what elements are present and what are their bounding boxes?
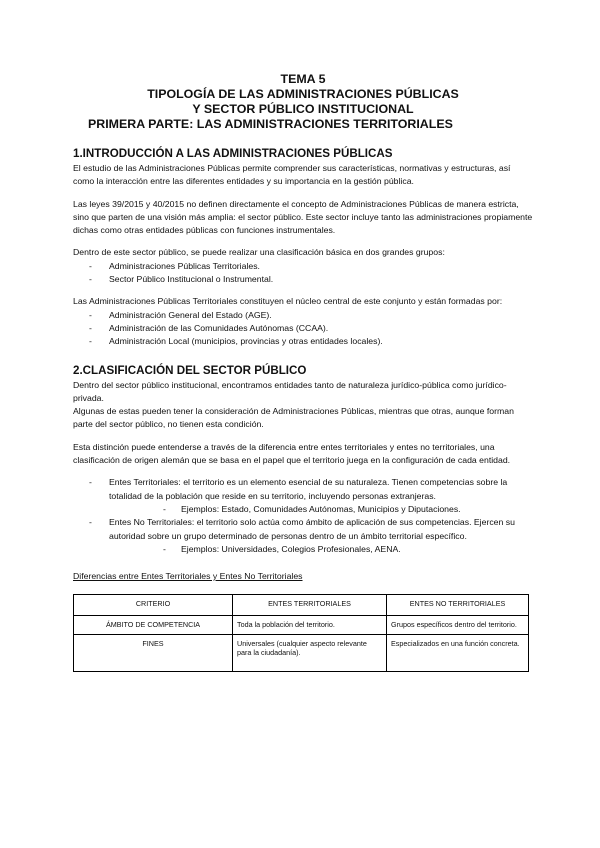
- document-page: [73, 72, 533, 672]
- list-item: [73, 516, 533, 556]
- section-2-paragraph-3: Esta distinción puede entenderse a través de la diferencia entre entes territoriales y entes no territoriales, una clasificación de origen alemán que se basa en el papel que el territorio juega en la configuración de cada entidad.: [73, 441, 511, 466]
- table-row: [74, 634, 529, 671]
- table-cell: FINES: [74, 634, 233, 671]
- section-1-paragraph-4: Las Administraciones Públicas Territoriales constituyen el núcleo central de este conjunto y están formadas por:: [73, 296, 503, 307]
- table-header-cell: ENTES TERRITORIALES: [233, 595, 387, 616]
- title-line-2: Y SECTOR PÚBLICO INSTITUCIONAL: [192, 102, 414, 116]
- list-item: - Administración de las Comunidades Autónomas (CCAA).: [73, 322, 533, 335]
- table-cell: Especializados en una función concreta.: [387, 634, 529, 671]
- table-cell: Toda la población del territorio.: [233, 616, 387, 635]
- groups-list: [73, 260, 533, 287]
- table-header-cell: ENTES NO TERRITORIALES: [387, 595, 529, 616]
- document-title-block: [73, 72, 533, 117]
- list-item: - Administraciones Públicas Territoriales.: [73, 260, 533, 273]
- sub-list-item: - Ejemplos: Estado, Comunidades Autónomas, Municipios y Diputaciones.: [145, 503, 533, 516]
- tema-heading: TEMA 5: [280, 72, 326, 86]
- entes-list: [73, 476, 533, 556]
- part-heading: PRIMERA PARTE: LAS ADMINISTRACIONES TERRITORIALES: [88, 117, 453, 131]
- table-row: [74, 616, 529, 635]
- section-2-heading: 2.CLASIFICACIÓN DEL SECTOR PÚBLICO: [73, 363, 307, 377]
- table-header-cell: CRITERIO: [74, 595, 233, 616]
- section-1-paragraph-3: Dentro de este sector público, se puede realizar una clasificación básica en dos grandes grupos:: [73, 247, 445, 258]
- admins-list: [73, 309, 533, 349]
- section-1-heading: 1.INTRODUCCIÓN A LAS ADMINISTRACIONES PÚBLICAS: [73, 147, 393, 160]
- title-line-1: TIPOLOGÍA DE LAS ADMINISTRACIONES PÚBLICAS: [147, 87, 459, 101]
- sub-list: [109, 543, 533, 556]
- section-2-paragraph-2: Algunas de estas pueden tener la consideración de Administraciones Públicas, mientras que otras, aunque forman parte del sector público, no tienen esta condición.: [73, 406, 514, 430]
- list-item: [73, 476, 533, 516]
- sub-list: [109, 503, 533, 516]
- table-cell: Universales (cualquier aspecto relevante para la ciudadanía).: [233, 634, 387, 671]
- table-header-row: [74, 595, 529, 616]
- section-1-paragraph-1: El estudio de las Administraciones Públicas permite comprender sus características, normativas y estructuras, así como la interacción entre las diferentes entidades y su importancia en la gestión pública.: [73, 163, 511, 187]
- table-title: Diferencias entre Entes Territoriales y Entes No Territoriales: [73, 571, 303, 582]
- comparison-table: [73, 594, 529, 672]
- entes-no-territoriales-text: Entes No Territoriales: el territorio solo actúa como ámbito de aplicación de sus competencias. Ejercen su autoridad sobre un grupo determinado de personas dentro de un ámbito territorial específico.: [109, 517, 515, 541]
- section-1-paragraph-2: Las leyes 39/2015 y 40/2015 no definen directamente el concepto de Administraciones Públicas de manera estricta, sino que parten de una visión más amplia: el sector público. Este sector incluye tanto las administraciones propiamente dichas como otras entidades públicas con funciones instrumentales.: [73, 198, 533, 236]
- table-cell: ÁMBITO DE COMPETENCIA: [74, 616, 233, 635]
- section-2-paragraph-1: Dentro del sector público institucional, encontramos entidades tanto de naturaleza jurídico-pública como jurídico-privada.: [73, 379, 507, 403]
- table-cell: Grupos específicos dentro del territorio.: [387, 616, 529, 635]
- list-item: - Administración Local (municipios, provincias y otras entidades locales).: [73, 335, 533, 348]
- entes-territoriales-text: Entes Territoriales: el territorio es un elemento esencial de su naturaleza. Tienen competencias sobre la totalidad de la población que reside en su territorio, incluyendo personas extranjeras.: [109, 477, 508, 501]
- list-item: - Sector Público Institucional o Instrumental.: [73, 273, 533, 286]
- sub-list-item: - Ejemplos: Universidades, Colegios Profesionales, AENA.: [145, 543, 533, 556]
- list-item: - Administración General del Estado (AGE).: [73, 309, 533, 322]
